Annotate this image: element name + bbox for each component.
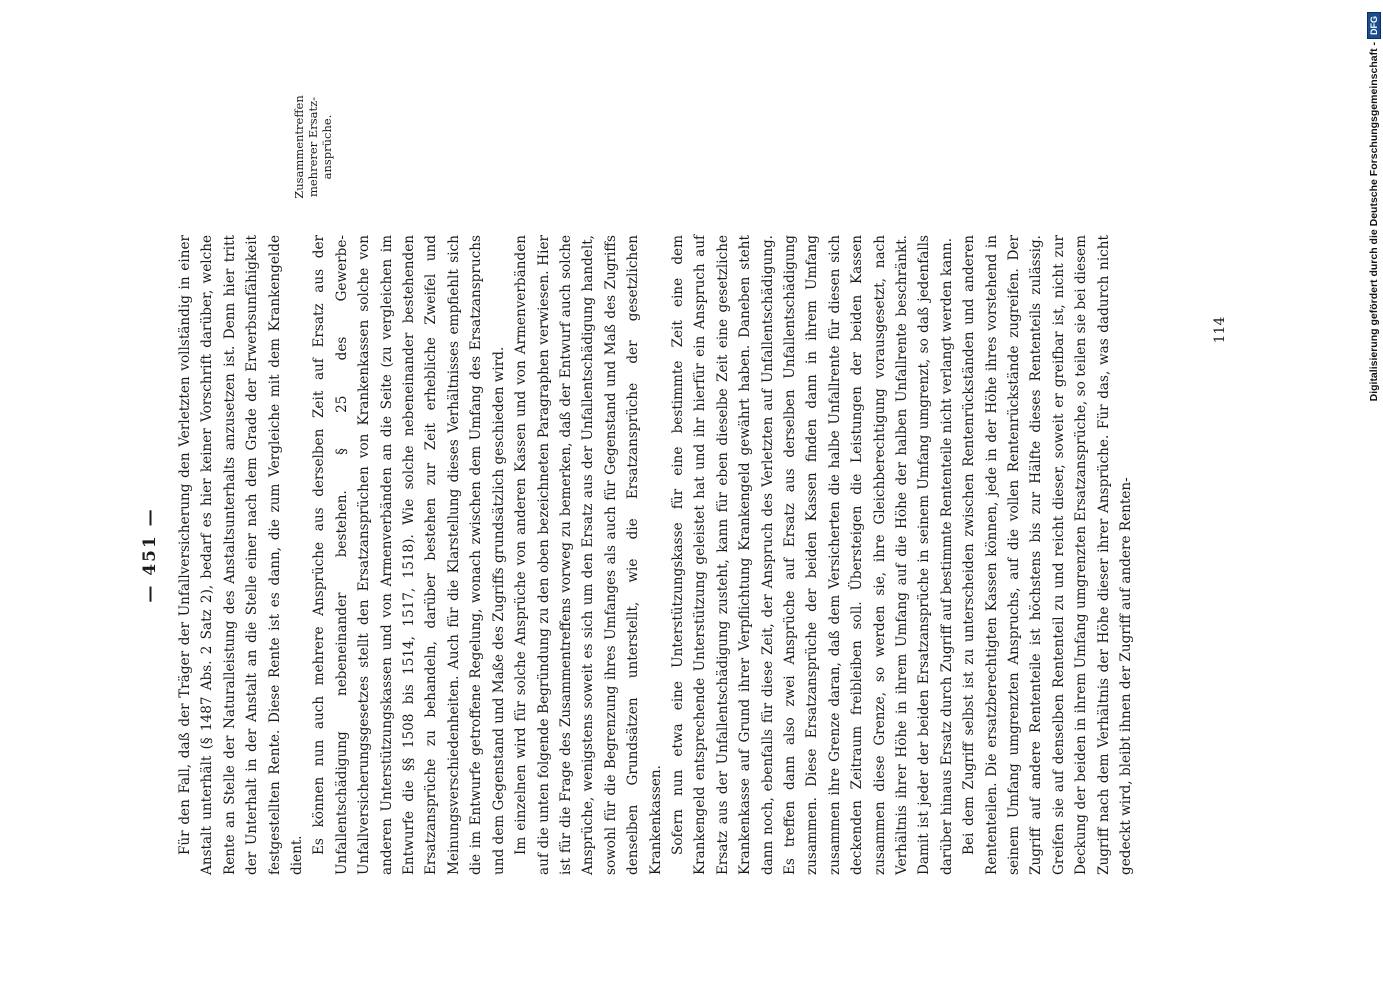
- sheet-number: [1212, 310, 1232, 350]
- margin-note-text: Zusammentreffen mehrerer Ersatz-ansprüche.: [292, 95, 334, 199]
- page-number: — 451 —: [140, 507, 160, 603]
- paragraph: Im einzelnen wird für solche Ansprüche von anderen Kassen und von Armenverbänden auf die unten folgende Begründung zu den oben bezeichneten Paragraphen verwiesen. Hier ist für die Frage des Zusammentreffens vorweg zu bemerken, daß der Entwurf auch solche Ansprüche, wenigstens soweit es sich um den Ersatz aus der Unfallentschädigung handelt, sowohl für die Begrenzung ihres Umfanges als auch für Gegenstand und Maß des Zugriffs denselben Grundsätzen unterstellt, wie die Ersatzansprüche der gesetzlichen Krankenkassen.: [513, 235, 664, 875]
- margin-note: [292, 87, 352, 207]
- paragraph: Bei dem Zugriff selbst ist zu unterscheiden zwischen Rentenrückständen und anderen Rententeilen. Die ersatzberechtigten Kassen können, jede in der Höhe ihres vorstehend in seinem Umfang umgrenzten Anspruchs, auf die vollen Rentenrückstände zugreifen. Der Zugriff auf andere Rententeile ist höchstens bis zur Hälfte dieses Rententeils zulässig. Greifen sie auf denselben Rententeil zu und reicht dieser, soweit er greifbar ist, nicht zur Deckung der beiden in ihrem Umfang umgrenzten Ersatzansprüche, so teilen sie bei diesem Zugriff nach dem Verhältnis der Höhe dieser ihrer Ansprüche. Für das, was dadurch nicht gedeckt wird, bleibt ihnen der Zugriff auf andere Renten-: [961, 235, 1135, 875]
- paragraph: Sofern nun etwa eine Unterstützungskasse für eine bestimmte Zeit eine dem Krankengeld entsprechende Unterstützung geleistet hat und ihr hierfür ein Anspruch auf Ersatz aus der Unfallentschädigung zusteht, kann für eben dieselbe Zeit eine gesetzliche Krankenkasse auf Grund ihrer Verpflichtung Krankengeld gewährt haben. Daneben steht dann noch, ebenfalls für diese Zeit, der Anspruch des Verletzten auf Unfallentschädigung. Es treffen dann also zwei Ansprüche auf Ersatz aus derselben Unfallentschädigung zusammen. Diese Ersatzansprüche der beiden Kassen finden dann in ihrem Umfang zusammen ihre Grenze daran, daß dem Versicherten die halbe Unfallrente für diesen sich deckenden Zeitraum freibleiben soll. Übersteigen die Leistungen der beiden Kassen zusammen diese Grenze, so werden sie, ihre Gleichberechtigung vorausgesetzt, nach Verhältnis ihrer Höhe in ihrem Umfang auf die Höhe der halben Unfallrente beschränkt. Damit ist jeder der beiden Ersatzansprüche in seinem Umfang umgrenzt, so daß jedenfalls darüber hinaus Ersatz durch Zugriff auf bestimmte Rententeile nicht verlangt werden kann.: [669, 235, 955, 875]
- body-text: [174, 235, 1137, 875]
- sheet-number-text: 114: [1212, 316, 1228, 344]
- rotated-page: [140, 235, 1230, 875]
- paragraph: Es können nun auch mehrere Ansprüche aus derselben Zeit auf Ersatz aus der Unfallentschädigung nebeneinander bestehen. § 25 des Gewerbe-Unfallversicherungsgesetzes stellt den Ersatzansprüchen von Krankenkassen solche von anderen Unterstützungskassen und von Armenverbänden an die Seite (zu vergleichen im Entwurfe die §§ 1508 bis 1514, 1517, 1518). Wie solche nebeneinander bestehenden Ersatzansprüche zu behandeln, darüber bestehen zur Zeit erhebliche Zweifel und Meinungsverschiedenheiten. Auch für die Klarstellung dieses Verhältnisses empfiehlt sich die im Entwurfe getroffene Regelung, wonach zwischen dem Umfang des Ersatzanspruchs und dem Gegenstand und Maße des Zugriffs grundsätzlich geschieden wird.: [311, 235, 507, 875]
- digitization-credit: [1366, 12, 1382, 992]
- dfg-logo: DFG: [1367, 12, 1381, 39]
- digitization-credit-text: Digitalisierung gefördert durch die Deutsche Forschungsgemeinschaft -: [1368, 42, 1380, 402]
- paragraph: Für den Fall, daß der Träger der Unfallversicherung den Verletzten vollständig in einer Anstalt unterhält (§ 1487 Abs. 2 Satz 2), bedarf es hier keiner Vorschrift darüber, welche Rente an Stelle der Naturalleistung des Anstaltsunterhalts anzusetzen ist. Denn hier tritt der Unterhalt in der Anstalt an die Stelle einer nach dem Grade der Erwerbsunfähigkeit festgestellten Rente. Diese Rente ist es dann, die zum Vergleiche mit dem Krankengelde dient.: [177, 235, 306, 875]
